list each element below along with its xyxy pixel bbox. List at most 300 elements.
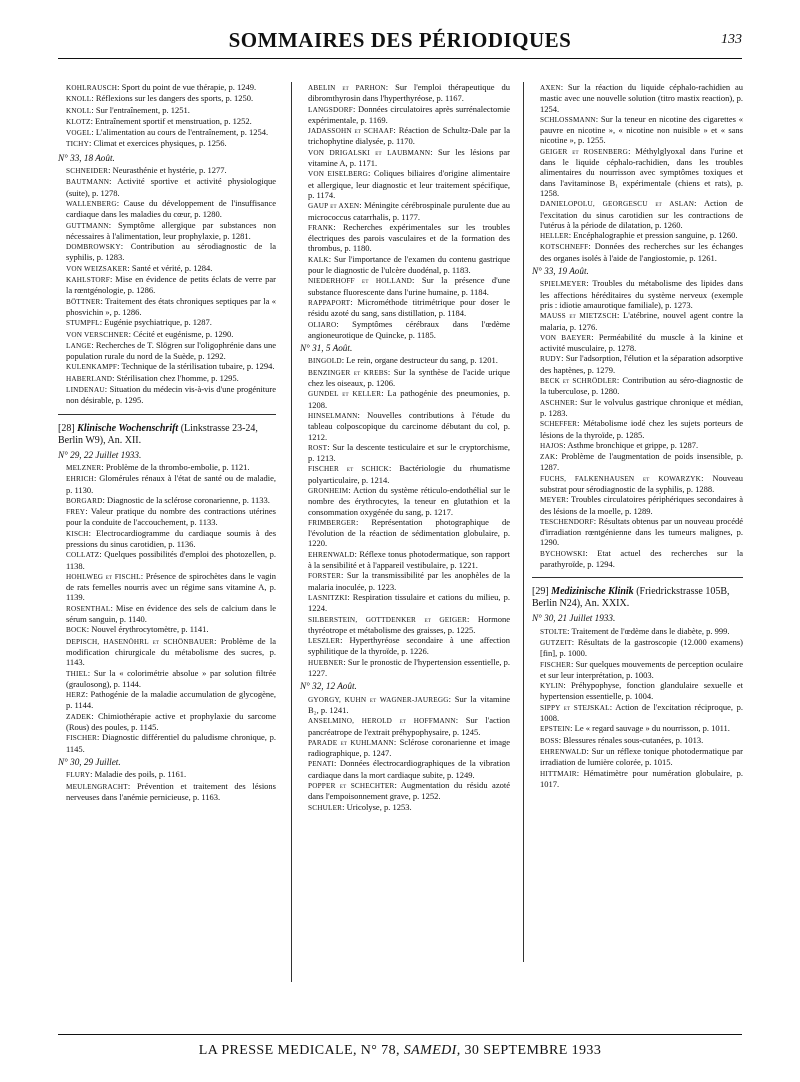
article-title: : Technique de la stérilisation tubaire, p. 1294.	[117, 361, 275, 372]
article-title: : Perméabilité du muscle à la kinine et activité musculaire, p. 1278.	[540, 331, 744, 354]
article-author: HOHLWEG et FISCHL	[66, 572, 141, 581]
article-author: GRONHEIM	[308, 486, 349, 495]
article-title: : Le rein, organe destructeur du sang, p. 1201.	[341, 355, 498, 366]
article-author: BECK et SCHRÖDLER	[540, 377, 617, 386]
article-author: GUTTMANN	[66, 221, 109, 230]
article-entry	[300, 410, 510, 442]
article-title: : Sur la réaction du liquide céphalo-rachidien au mastic avec une nouvelle solution (titro mastix reaction), p. 1254.	[540, 82, 743, 114]
article-author: ASCHNER	[540, 398, 575, 407]
page-number: 133	[721, 32, 742, 47]
article-title: : Electrocardiogramme du cardiaque soumis à des pressions du sinus carotidien, p. 1136.	[66, 527, 276, 549]
article-entry	[58, 495, 276, 506]
article-entry	[300, 104, 510, 126]
article-entry	[58, 138, 276, 149]
article-author: MEYER	[540, 496, 567, 505]
article-author: ROST	[308, 443, 328, 452]
article-author: BOCK	[66, 626, 87, 635]
article-title: : Préhypophyse, fonction glandulaire sexuelle et hypertension essentielle, p. 1004.	[540, 680, 743, 702]
article-author: HABERLAND	[66, 374, 113, 383]
article-entry	[300, 275, 510, 297]
article-entry	[58, 220, 276, 242]
article-title: : Symptôme allergique par substances non nécessaires à l'alimentation, leur prophylaxie, p. 1281.	[66, 219, 276, 241]
entry-list	[300, 82, 510, 340]
article-entry	[58, 296, 276, 318]
article-author: LANGE	[66, 341, 92, 350]
article-entry	[58, 732, 276, 754]
article-author: SCHEFFER	[540, 420, 578, 429]
article-author: EHRENWALD	[308, 550, 355, 559]
article-title: : Hyperthyréose secondaire à une affection syphilitique de la thyroïde, p. 1226.	[308, 635, 510, 657]
article-author: ABELIN et PARHON	[308, 84, 386, 92]
article-author: DANIELOPOLU, GEORGESCU et ASLAN	[540, 200, 695, 209]
issue-heading: N° 29, 22 Juillet 1933.	[58, 449, 142, 460]
article-title: : Problème de la thrombo-embolie, p. 1121.	[101, 461, 250, 472]
journal-number: [28]	[58, 422, 75, 434]
article-title: : Sclérose coronarienne et image radiographique, p. 1247.	[308, 736, 510, 759]
article-title: : Troubles du métabolisme des lipides dans les affections héréditaires du système nerveux (exemple pris : idiotie amaurotique familiale), p. 1273.	[540, 278, 743, 310]
article-entry	[58, 165, 276, 176]
article-title: : Nouveau substrat pour sérodiagnostic de la syphilis, p. 1288.	[540, 472, 743, 494]
article-entry	[532, 82, 743, 114]
header-rule	[58, 58, 742, 59]
article-entry	[532, 451, 743, 473]
article-entry	[58, 93, 276, 104]
article-author: PARADE et KUHLMANN	[308, 738, 394, 747]
article-author: THIEL	[66, 669, 88, 678]
article-title: : Sur la transmissibilité par les anophèles de la malaria inoculée, p. 1223.	[308, 570, 510, 592]
article-author: FLURY	[66, 771, 91, 780]
article-author: BENZINGER et KREBS	[308, 368, 388, 377]
article-entry	[58, 317, 276, 328]
article-author: SCHLOSSMANN	[540, 115, 596, 124]
article-author: MEULENGRACHT	[66, 782, 128, 791]
article-author: AXEN	[540, 84, 561, 92]
article-author: HELLER	[540, 232, 569, 241]
article-title: : Sur la présence d'une substance fluorescente dans l'urine humaine, p. 1184.	[308, 275, 510, 297]
article-title: : Action de l'excitation réciproque, p. 1008.	[540, 701, 743, 724]
article-author: GAUP et AXEN	[308, 202, 360, 211]
issue-heading: N° 31, 5 Août.	[300, 343, 353, 354]
entry-list	[58, 82, 276, 150]
article-title: : Etat actuel des recherches sur la parathyroïde, p. 1294.	[540, 547, 743, 570]
article-author: VON DRIGALSKI et LAUBMANN	[308, 148, 431, 157]
article-title: : Stérilisation chez l'homme, p. 1295.	[112, 372, 239, 383]
article-title: : Entraînement sportif et menstruation, p. 1252.	[90, 115, 252, 126]
issue-heading: N° 33, 19 Août.	[532, 266, 589, 277]
article-entry	[300, 635, 510, 657]
article-author: ZADEK	[66, 712, 92, 721]
page-footer	[58, 1034, 742, 1059]
article-author: DEPISCH, HASENÖHRL et SCHÖNBAUER	[66, 637, 215, 646]
journal-number: [29]	[532, 586, 549, 598]
article-author: OLIARO	[308, 320, 337, 329]
article-title: : Sur la synthèse de l'acide urique chez les oiseaux, p. 1206.	[308, 366, 510, 389]
article-entry	[532, 278, 743, 310]
entry-list	[300, 355, 510, 678]
article-entry	[532, 146, 743, 198]
article-author: LESZLER	[308, 637, 341, 646]
article-entry	[532, 516, 743, 548]
article-author: BÖTTNER	[66, 297, 101, 306]
journal-heading-28	[58, 414, 276, 447]
article-entry	[532, 680, 743, 702]
article-entry	[300, 614, 510, 636]
article-author: KAHLSTORF	[66, 276, 111, 285]
article-author: POPPER et SCHECHTER	[308, 782, 395, 790]
entry-list	[58, 165, 276, 406]
article-author: FRIMBERGER	[308, 518, 356, 527]
issue-heading: N° 30, 21 Juillet 1933.	[532, 613, 616, 624]
article-entry	[58, 711, 276, 733]
article-entry	[300, 200, 510, 222]
entry-list	[532, 278, 743, 569]
article-entry	[300, 517, 510, 549]
article-entry	[532, 230, 743, 241]
article-title: : Sur quelques mouvements de perception oculaire et sur leur interprétation, p. 1003.	[540, 658, 743, 680]
article-entry	[300, 388, 510, 410]
article-entry	[532, 723, 743, 734]
article-title: : Contribution au séro-diagnostic de la tuberculose, p. 1280.	[540, 375, 743, 397]
entry-list	[532, 626, 743, 789]
article-author: FISCHER	[540, 660, 571, 669]
entry-list	[58, 462, 276, 754]
article-entry	[58, 82, 276, 93]
article-title: : Représentation photographique de l'évolution de la réaction de sédimentation globulaire, p. 1220.	[308, 516, 510, 549]
article-author: KISCH	[66, 529, 89, 538]
article-entry	[58, 624, 276, 635]
article-entry	[300, 592, 510, 614]
footer-line	[58, 1043, 742, 1059]
article-author: GUNDEL et KELLER	[308, 390, 382, 399]
article-entry	[532, 746, 743, 768]
journal-details: (Linkstrasse 23-24, Berlin W9), An. XII.	[58, 422, 258, 446]
column-3	[523, 82, 743, 962]
article-author: LINDENAU	[66, 386, 105, 395]
article-entry	[58, 274, 276, 296]
footer-day: SAMEDI,	[403, 1043, 461, 1058]
article-entry	[58, 462, 276, 473]
article-title: : Glomérules rénaux à l'état de santé ou de maladie, p. 1130.	[66, 473, 276, 495]
article-author: MELZNER	[66, 463, 102, 472]
issue-heading: N° 32, 12 Août.	[300, 681, 357, 692]
article-entry	[532, 418, 743, 440]
article-author: NIEDERHOFF et HOLLAND	[308, 277, 413, 286]
footer-date: 30 SEPTEMBRE 1933	[464, 1043, 602, 1058]
article-entry	[300, 319, 510, 341]
article-author: BINGOLD	[308, 357, 342, 366]
article-entry	[58, 105, 276, 116]
article-entry	[58, 340, 276, 362]
article-entry	[300, 442, 510, 464]
article-title: : Recherches de T. Slögren sur l'oligophrénie dans une population rurale du nord de la Suède, p. 1292.	[66, 339, 276, 362]
article-title: : Problème de l'augmentation de poids insensible, p. 1287.	[540, 451, 743, 473]
issue-heading: N° 30, 29 Juillet.	[58, 756, 121, 767]
article-entry	[300, 758, 510, 780]
article-entry	[300, 254, 510, 276]
article-author: KOHLRAUSCH	[66, 84, 118, 92]
journal-heading-29	[532, 577, 743, 610]
article-title: : Cécité et eugénisme, p. 1290.	[128, 328, 234, 339]
article-author: SILBERSTEIN, GOTTDENKER et GEIGER	[308, 615, 467, 624]
article-entry	[532, 440, 743, 451]
article-title: : Encéphalographie et pression sanguine, p. 1260.	[568, 230, 738, 241]
column-1	[58, 82, 276, 802]
article-author: BOSS	[540, 736, 559, 745]
article-title: : Chimiothérapie active et prophylaxie du sarcome (Rous) des poules, p. 1145.	[66, 710, 276, 733]
article-entry	[58, 506, 276, 528]
article-entry	[300, 82, 510, 104]
article-entry	[300, 802, 510, 813]
article-author: MAUSS et MIETZSCH	[540, 312, 617, 321]
article-author: COLLATZ	[66, 551, 100, 560]
article-title: : Sur l'action pancréatrope de l'extrait préhypophysaire, p. 1245.	[308, 715, 510, 737]
article-title: : Maladie des poils, p. 1161.	[90, 769, 187, 780]
article-entry	[58, 549, 276, 571]
article-author: VOGEL	[66, 129, 92, 138]
article-title: : Sur le volvulus gastrique chronique et médian, p. 1283.	[540, 396, 743, 418]
article-title: : Hématimètre pour numération globulaire, p. 1017.	[540, 767, 743, 789]
article-entry	[58, 116, 276, 127]
article-author: BORGARD	[66, 496, 103, 505]
article-entry	[300, 297, 510, 319]
article-entry	[58, 384, 276, 406]
article-title: : Cause du développement de l'insuffisance cardiaque dans les maladies du cœur, p. 1280.	[66, 197, 276, 220]
article-title: : Problème de la modification chirurgicale du métabolisme des sucres, p. 1143.	[66, 635, 276, 668]
article-title: : Réflexions sur les dangers des sports, p. 1250.	[91, 93, 254, 104]
article-title: : Contribution au sérodiagnostic de la syphilis, p. 1283.	[66, 241, 276, 263]
article-entry	[300, 125, 510, 147]
article-author: VON BAEYER	[540, 333, 592, 342]
article-title: : Uricolyse, p. 1253.	[342, 801, 412, 812]
article-title: : Métabolisme iodé chez les sujets porteurs de lésions de la thyroïde, p. 1285.	[540, 418, 743, 440]
article-title: : Sur la teneur en nicotine des cigarettes « pauvre en nicotine », « nicotine non nuisible » et « sans nicotine », p. 1255.	[540, 113, 743, 146]
article-title: : Sur la descente testiculaire et sur le cryptorchisme, p. 1213.	[308, 441, 510, 464]
article-author: SPIELMEYER	[540, 280, 587, 289]
article-author: KOTSCHNEFF	[540, 243, 589, 252]
column-2	[291, 82, 510, 982]
article-author: FORSTER	[308, 572, 341, 581]
article-title: : Traitement des états chroniques septiques par la « phosvichin », p. 1286.	[66, 295, 276, 317]
article-title: : Action du système réticulo-endothélial sur le nombre des érythrocytes, la teneur en glutathion et la consommation oxygénée du sang, p. 1217.	[308, 484, 510, 517]
article-author: HINSELMANN	[308, 411, 358, 420]
article-author: VON VERSCHNER	[66, 330, 129, 339]
article-entry	[58, 241, 276, 263]
article-author: HAJOS	[540, 441, 564, 450]
article-title: : Nouvel érythrocytomètre, p. 1141.	[86, 624, 209, 635]
article-author: JADASSOHN et SCHAAF	[308, 127, 394, 136]
columns	[58, 82, 742, 1032]
article-author: HERZ	[66, 691, 86, 700]
journal-name: Medizinische Klinik	[551, 586, 634, 598]
article-title: : Action de l'excitation du sinus carotidien sur les contractions de l'utérus à la période de dilatation, p. 1260.	[540, 198, 743, 230]
article-author: RUDY	[540, 355, 562, 364]
article-author: VON WEIZSAKER	[66, 264, 128, 273]
article-title: : Microméthode titrimétrique pour doser le résidu azoté du sang, sans distillation, p. 1184.	[308, 296, 510, 319]
article-entry	[532, 353, 743, 375]
article-title: : Valeur pratique du nombre des contractions utérines pour la conduite de l'accouchement, p. 1133.	[66, 506, 276, 528]
article-entry	[300, 694, 510, 716]
article-author: KNOLL	[66, 106, 92, 115]
article-entry	[58, 769, 276, 780]
article-title: : Quelques possibilités d'emploi des photozellen, p. 1138.	[66, 549, 276, 571]
article-title: : Neurasthénie et hystérie, p. 1277.	[108, 165, 227, 176]
article-author: HITTMAIR	[540, 769, 577, 778]
article-entry	[300, 147, 510, 169]
article-author: KYLIN	[540, 682, 564, 691]
article-title: : Données électrocardiographiques de la vibration cardiaque dans la mort cardiaque subite, p. 1249.	[308, 758, 510, 780]
article-author: LASNITZKI	[308, 593, 348, 602]
article-entry	[532, 702, 743, 724]
article-title: : Données circulatoires après surrénalectomie expérimentale, p. 1169.	[308, 103, 510, 125]
article-title: : Sur les lésions par vitamine A, p. 1171.	[308, 146, 510, 169]
article-entry	[58, 373, 276, 384]
article-entry	[300, 657, 510, 679]
article-title: : Sur l'importance de l'examen du contenu gastrique pour le diagnostic de l'ulcère duodénal, p. 1183.	[308, 253, 510, 276]
article-title: : Mise en évidence des sels de calcium dans le sérum sanguin, p. 1140.	[66, 602, 276, 625]
article-title: : Diagnostic différentiel du paludisme chronique, p. 1145.	[66, 732, 276, 754]
article-author: ANSELMINO, HEROLD et HOFFMANN	[308, 717, 456, 726]
article-title: : Sport du point de vue thérapie, p. 1249.	[117, 82, 257, 92]
article-author: TESCHENDORF	[540, 517, 594, 526]
article-title: : Méningite cérébrospinale purulente due au micrococcus catarrhalis, p. 1177.	[308, 200, 510, 222]
article-entry	[58, 571, 276, 603]
article-entry	[532, 241, 743, 263]
article-entry	[300, 168, 510, 200]
article-title: : Sur le pronostic de l'hypertension essentielle, p. 1227.	[308, 656, 510, 679]
article-title: : Activité sportive et activité physiologique (suite), p. 1278.	[66, 176, 276, 198]
article-title: : Troubles circulatoires périphériques secondaires à des lésions de la moelle, p. 1289.	[540, 494, 743, 516]
article-author: WALLENBERG	[66, 199, 117, 208]
article-title: : Le « regard sauvage » du nourrisson, p. 1011.	[570, 723, 730, 734]
article-author: KALK	[308, 255, 329, 264]
article-title: : Pathogénie de la maladie accumulation de glycogène, p. 1144.	[66, 689, 276, 711]
article-author: HUEBNER	[308, 658, 344, 667]
article-entry	[300, 485, 510, 517]
article-title: : Bactériologie du rhumatisme polyarticulaire, p. 1214.	[308, 463, 510, 485]
article-title: : Augmentation du résidu azoté dans l'empoisonnement grave, p. 1252.	[308, 780, 510, 802]
article-entry	[58, 603, 276, 625]
article-title: : Eugénie psychiatrique, p. 1287.	[99, 317, 212, 328]
article-entry	[532, 310, 743, 332]
article-entry	[532, 637, 743, 659]
article-author: FISCHER et SCHICK	[308, 465, 389, 474]
page-header	[58, 28, 742, 58]
article-entry	[58, 198, 276, 220]
article-entry	[58, 781, 276, 803]
article-author: BYCHOWSKI	[540, 549, 586, 558]
article-author: LANGSDORF	[308, 105, 353, 114]
article-title: : Présence de spirochètes dans le vagin de rats femelles nourris avec un régime sans vitamine A, p. 1139.	[66, 570, 276, 603]
article-title: : L'atébrine, nouvel agent contre la malaria, p. 1276.	[540, 310, 743, 332]
article-title: : Mise en évidence de petits éclats de verre par la rœntgénologie, p. 1286.	[66, 274, 276, 296]
article-author: SCHULER	[308, 803, 343, 812]
entry-list	[300, 694, 510, 813]
article-entry	[300, 367, 510, 389]
article-entry	[300, 715, 510, 737]
article-entry	[300, 780, 510, 802]
article-title: : Nouvelles contributions à l'étude du tableau colposcopique du carcinome débutant du col, p. 1212.	[308, 409, 510, 442]
article-entry	[58, 528, 276, 550]
article-title: : Blessures rénales sous-cutanées, p. 1013.	[558, 734, 704, 745]
article-author: SCHNEIDER	[66, 167, 109, 176]
article-title: : Coliques biliaires d'origine alimentaire et allergique, leur diagnostic et leur traitement spécifique, p. 1174.	[308, 168, 510, 200]
article-title: : Symptômes cérébraux dans l'œdème angioneurotique de Quincke, p. 1185.	[308, 318, 510, 340]
article-author: FRANK	[308, 223, 334, 232]
article-entry	[532, 114, 743, 146]
article-entry	[300, 463, 510, 485]
article-author: GEIGER et ROSENBERG	[540, 147, 629, 156]
article-title: : Résultats de la gastroscopie (12.000 examens) [fin], p. 1000.	[540, 636, 743, 659]
entry-list	[58, 769, 276, 802]
article-author: KULENKAMPF	[66, 363, 118, 372]
article-title: : Données des recherches sur les échanges des organes isolés à l'aide de l'angiostomie, p. 1261.	[540, 241, 743, 263]
article-author: KNOLL	[66, 95, 92, 104]
article-entry	[532, 397, 743, 419]
article-entry	[532, 198, 743, 230]
article-author: FUCHS, FALKENHAUSEN et KOWARZYK	[540, 474, 702, 483]
article-title: : Sur l'emploi thérapeutique du dibromthyrosin dans l'hyperthyréose, p. 1167.	[308, 82, 510, 104]
article-author: FREY	[66, 508, 86, 517]
article-title: : Sur l'entraînement, p. 1251.	[91, 104, 190, 115]
article-title: : Sur la vitamine B₂, p. 1241.	[308, 693, 510, 715]
article-entry	[532, 735, 743, 746]
issue-heading: N° 33, 18 Août.	[58, 152, 115, 163]
article-author: KLOTZ	[66, 117, 91, 126]
article-author: BAUTMANN	[66, 178, 110, 187]
article-author: ZAK	[540, 453, 556, 462]
article-title: : Climat et exercices physiques, p. 1256.	[88, 138, 227, 149]
page-title: SOMMAIRES DES PÉRIODIQUES	[228, 28, 572, 52]
article-author: GUTZEIT	[540, 638, 572, 647]
journal-details: (Friedrickstrasse 105B, Berlin N24), An. XXIX.	[532, 586, 730, 610]
article-entry	[532, 473, 743, 495]
article-entry	[58, 668, 276, 690]
article-title: : La pathogénie des pneumonies, p. 1208.	[308, 388, 510, 410]
article-author: DOMBROWSKY	[66, 243, 121, 252]
article-entry	[58, 263, 276, 274]
article-title: : Diagnostic de la sclérose coronarienne, p. 1133.	[102, 494, 270, 505]
article-title: : Respiration tissulaire et cations du milieu, p. 1224.	[308, 591, 510, 614]
article-title: : Réflexe tonus photodermatique, son rapport à la sensibilité et à l'appareil vestibulaire, p. 1221.	[308, 548, 510, 571]
article-entry	[58, 473, 276, 495]
article-entry	[58, 127, 276, 138]
article-title: : Sur la « colorimétrie absolue » par solution filtrée (graulosong), p. 1144.	[66, 667, 276, 689]
article-title: : Asthme bronchique et grippe, p. 1287.	[563, 439, 699, 450]
article-title: : Méthylglyoxal dans l'urine et dans le liquide céphalo-rachidien, dans les troubles alimentaires du nourrisson avec symptômes toxiques et dans l'avitaminose B₁ expérimentale (chiens et rats), p. 1258.	[540, 145, 743, 198]
article-entry	[532, 626, 743, 637]
article-title: : L'alimentation au cours de l'entraînement, p. 1254.	[91, 127, 269, 138]
article-author: EHRENWALD	[540, 747, 587, 756]
article-entry	[532, 332, 743, 354]
footer-journal: LA PRESSE MEDICALE, N° 78,	[198, 1043, 400, 1058]
article-entry	[532, 494, 743, 516]
article-author: PENATI	[308, 760, 334, 769]
article-title: : Santé et vérité, p. 1284.	[127, 262, 213, 273]
article-title: : Prévention et traitement des lésions nerveuses dans l'anémie pernicieuse, p. 1163.	[66, 780, 276, 802]
article-author: STOLTE	[540, 627, 568, 636]
article-entry	[58, 361, 276, 372]
article-entry	[300, 222, 510, 254]
article-title: : Sur l'adsorption, l'élution et la séparation adsorptive des haptènes, p. 1279.	[540, 353, 743, 375]
article-entry	[58, 689, 276, 711]
article-entry	[300, 355, 510, 366]
article-title: : Réaction de Schultz-Dale par la trichophytine dialysée, p. 1170.	[308, 125, 510, 147]
entry-list	[532, 82, 743, 263]
article-author: SIPPY et STEJSKAL	[540, 703, 610, 712]
article-entry	[300, 570, 510, 592]
article-title: : Traitement de l'œdème dans le diabète, p. 999.	[567, 625, 730, 636]
journal-name: Klinische Wochenschrift	[77, 422, 179, 434]
